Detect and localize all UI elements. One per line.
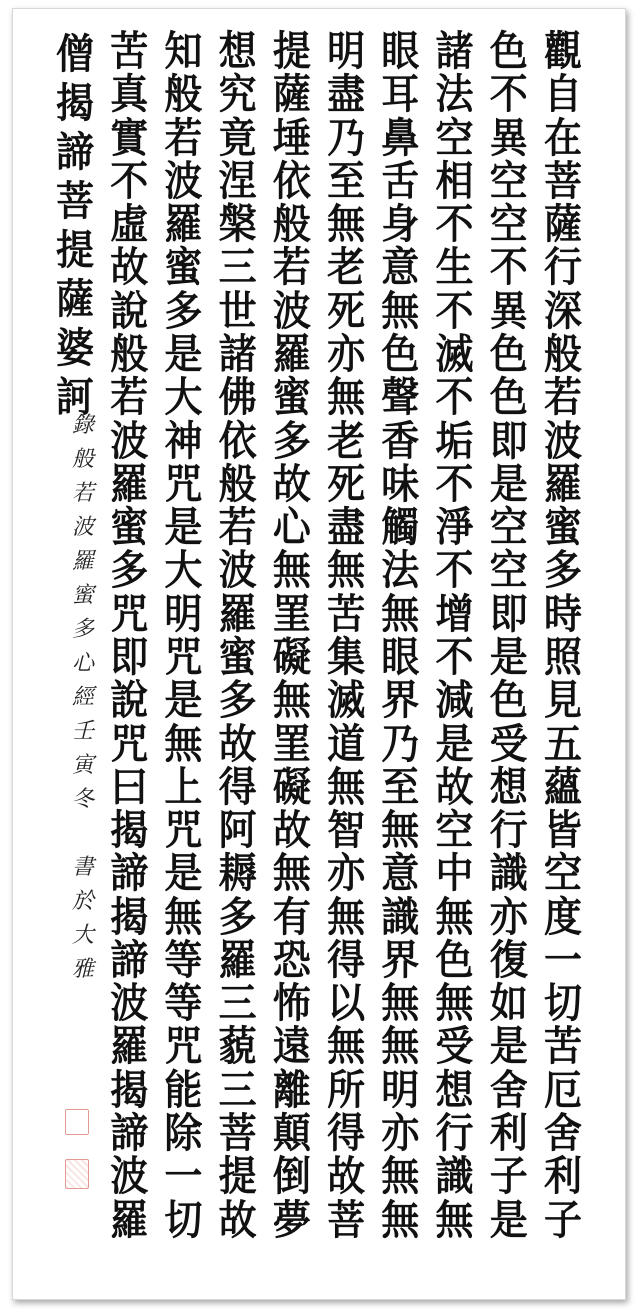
calligraphy-character: 空	[489, 155, 528, 205]
calligraphy-character: 亦	[489, 891, 528, 941]
calligraphy-character: 除	[164, 1107, 203, 1157]
calligraphy-character: 不	[435, 545, 474, 594]
calligraphy-character: 至	[381, 761, 420, 811]
calligraphy-character: 羅	[218, 588, 257, 638]
calligraphy-character: 揭	[55, 77, 94, 127]
calligraphy-character: 意	[381, 242, 420, 291]
calligraphy-character: 香	[381, 415, 420, 464]
calligraphy-character: 無	[381, 1021, 420, 1070]
calligraphy-character: 老	[327, 242, 366, 291]
calligraphy-character: 槃	[218, 198, 257, 248]
calligraphy-character: 是	[489, 1194, 528, 1243]
calligraphy-character: 不	[435, 458, 474, 508]
calligraphy-character: 是	[489, 1021, 528, 1070]
calligraphy-character: 色	[435, 934, 474, 984]
calligraphy-character: 子	[489, 1151, 528, 1200]
signature-character: 經	[71, 685, 94, 710]
seal-stamp-bottom	[65, 1159, 89, 1189]
calligraphy-character: 皆	[543, 804, 582, 854]
signature-character: 雅	[71, 957, 94, 982]
calligraphy-character: 諦	[55, 126, 94, 176]
signature-character: 般	[71, 447, 94, 472]
calligraphy-character: 故	[435, 761, 474, 811]
calligraphy-character: 不	[435, 198, 474, 248]
calligraphy-character: 般	[543, 328, 582, 378]
calligraphy-character: 即	[110, 631, 149, 681]
calligraphy-character: 菩	[55, 175, 94, 225]
calligraphy-character: 諸	[218, 328, 257, 378]
calligraphy-character: 無	[164, 891, 203, 941]
calligraphy-character: 無	[435, 891, 474, 941]
calligraphy-character: 三	[218, 977, 257, 1027]
calligraphy-character: 咒	[164, 458, 203, 508]
calligraphy-character: 一	[543, 934, 582, 984]
calligraphy-character: 識	[381, 891, 420, 941]
calligraphy-character: 度	[543, 891, 582, 941]
text-column-2	[483, 25, 535, 1243]
calligraphy-character: 滅	[327, 675, 366, 724]
calligraphy-character: 故	[272, 804, 311, 854]
calligraphy-character: 自	[543, 69, 582, 118]
calligraphy-character: 受	[489, 718, 528, 767]
calligraphy-character: 波	[110, 415, 149, 464]
calligraphy-character: 苦	[327, 588, 366, 638]
calligraphy-character: 無	[327, 1021, 366, 1070]
calligraphy-character: 咒	[164, 1021, 203, 1070]
calligraphy-character: 想	[489, 761, 528, 811]
calligraphy-character: 諦	[110, 934, 149, 984]
calligraphy-character: 所	[327, 1064, 366, 1114]
calligraphy-character: 亦	[381, 1107, 420, 1157]
signature-character: 寅	[71, 753, 94, 778]
signature-character: 大	[71, 923, 94, 948]
calligraphy-character: 般	[164, 69, 203, 118]
calligraphy-character: 行	[435, 1107, 474, 1157]
calligraphy-character: 羅	[110, 1021, 149, 1070]
calligraphy-character: 倒	[272, 1151, 311, 1200]
calligraphy-character: 異	[489, 112, 528, 161]
calligraphy-character: 時	[543, 588, 582, 638]
calligraphy-character: 垢	[435, 415, 474, 464]
calligraphy-character: 不	[435, 631, 474, 681]
calligraphy-character: 盡	[327, 501, 366, 551]
calligraphy-character: 故	[218, 718, 257, 767]
calligraphy-character: 減	[435, 675, 474, 724]
calligraphy-character: 色	[489, 25, 528, 75]
signature-character	[63, 817, 103, 851]
calligraphy-character: 無	[381, 977, 420, 1027]
text-column-6	[266, 25, 318, 1243]
calligraphy-character: 說	[110, 285, 149, 335]
calligraphy-character: 受	[435, 1021, 474, 1070]
signature-character: 書	[71, 855, 94, 880]
calligraphy-character: 是	[489, 458, 528, 508]
calligraphy-character: 無	[327, 545, 366, 594]
calligraphy-character: 故	[218, 1194, 257, 1243]
signature-character: 錄	[71, 413, 94, 438]
calligraphy-character: 羅	[543, 458, 582, 508]
calligraphy-character: 罣	[272, 718, 311, 767]
calligraphy-character: 是	[164, 328, 203, 378]
calligraphy-character: 不	[110, 155, 149, 205]
calligraphy-character: 是	[164, 675, 203, 724]
calligraphy-character: 菩	[327, 1194, 366, 1243]
calligraphy-character: 般	[218, 458, 257, 508]
calligraphy-character: 若	[543, 372, 582, 421]
calligraphy-character: 涅	[218, 155, 257, 205]
calligraphy-character: 得	[327, 934, 366, 984]
calligraphy-character: 得	[327, 1107, 366, 1157]
calligraphy-character: 若	[164, 112, 203, 161]
calligraphy-character: 蜜	[110, 501, 149, 551]
calligraphy-character: 上	[164, 761, 203, 811]
calligraphy-character: 揭	[110, 804, 149, 854]
calligraphy-character: 羅	[110, 1194, 149, 1243]
calligraphy-character: 空	[489, 198, 528, 248]
calligraphy-character: 無	[327, 891, 366, 941]
calligraphy-character: 苦	[543, 1021, 582, 1070]
calligraphy-character: 身	[381, 198, 420, 248]
calligraphy-character: 諦	[110, 1107, 149, 1157]
calligraphy-character: 無	[435, 1194, 474, 1243]
calligraphy-character: 亦	[327, 848, 366, 897]
calligraphy-character: 若	[218, 501, 257, 551]
calligraphy-character: 道	[327, 718, 366, 767]
calligraphy-character: 鼻	[381, 112, 420, 161]
signature-character: 冬	[71, 787, 94, 812]
calligraphy-character: 多	[543, 545, 582, 594]
calligraphy-character: 多	[218, 891, 257, 941]
calligraphy-character: 空	[543, 848, 582, 897]
calligraphy-character: 無	[435, 977, 474, 1027]
calligraphy-character: 藐	[218, 1021, 257, 1070]
text-column-9	[103, 25, 155, 1243]
calligraphy-character: 離	[272, 1064, 311, 1114]
calligraphy-character: 至	[327, 155, 366, 205]
calligraphy-character: 眼	[381, 25, 420, 75]
calligraphy-character: 空	[435, 804, 474, 854]
calligraphy-character: 故	[110, 242, 149, 291]
calligraphy-character: 色	[381, 328, 420, 378]
calligraphy-character: 菩	[543, 155, 582, 205]
calligraphy-character: 多	[164, 285, 203, 335]
calligraphy-character: 不	[435, 285, 474, 335]
calligraphy-character: 以	[327, 977, 366, 1027]
calligraphy-character: 礙	[272, 631, 311, 681]
calligraphy-character: 不	[489, 69, 528, 118]
calligraphy-character: 夢	[272, 1194, 311, 1243]
calligraphy-character: 是	[489, 631, 528, 681]
calligraphy-character: 行	[489, 804, 528, 854]
calligraphy-character: 埵	[272, 112, 311, 161]
heart-sutra-text	[49, 25, 589, 1243]
signature-character: 羅	[71, 549, 94, 574]
calligraphy-character: 中	[435, 848, 474, 897]
calligraphy-character: 不	[435, 372, 474, 421]
calligraphy-character: 蘊	[543, 761, 582, 811]
calligraphy-character: 死	[327, 458, 366, 508]
calligraphy-character: 多	[218, 675, 257, 724]
calligraphy-character: 無	[327, 372, 366, 421]
calligraphy-character: 故	[327, 1151, 366, 1200]
calligraphy-character: 是	[435, 718, 474, 767]
calligraphy-character: 不	[489, 242, 528, 291]
calligraphy-character: 依	[272, 155, 311, 205]
calligraphy-character: 是	[164, 501, 203, 551]
calligraphy-character: 神	[164, 415, 203, 464]
calligraphy-character: 明	[381, 1064, 420, 1114]
text-column-3	[429, 25, 481, 1243]
calligraphy-character: 咒	[110, 718, 149, 767]
calligraphy-character: 真	[110, 69, 149, 118]
calligraphy-character: 怖	[272, 977, 311, 1027]
calligraphy-character: 利	[489, 1107, 528, 1157]
calligraphy-character: 訶	[55, 371, 94, 421]
calligraphy-character: 盡	[327, 69, 366, 118]
calligraphy-character: 知	[164, 25, 203, 75]
calligraphy-character: 蜜	[164, 242, 203, 291]
calligraphy-character: 耨	[218, 848, 257, 897]
calligraphy-character: 等	[164, 977, 203, 1027]
calligraphy-character: 乃	[381, 718, 420, 767]
calligraphy-character: 佛	[218, 372, 257, 421]
calligraphy-character: 無	[381, 1151, 420, 1200]
calligraphy-character: 提	[218, 1151, 257, 1200]
calligraphy-character: 能	[164, 1064, 203, 1114]
calligraphy-character: 味	[381, 458, 420, 508]
calligraphy-character: 蜜	[272, 372, 311, 421]
calligraphy-character: 無	[272, 675, 311, 724]
calligraphy-character: 一	[164, 1151, 203, 1200]
signature-character: 心	[71, 651, 94, 676]
calligraphy-character: 無	[381, 285, 420, 335]
calligraphy-character: 究	[218, 69, 257, 118]
calligraphy-character: 有	[272, 891, 311, 941]
text-column-4	[374, 25, 426, 1243]
calligraphy-character: 空	[489, 501, 528, 551]
calligraphy-character: 深	[543, 285, 582, 335]
calligraphy-character: 界	[381, 675, 420, 724]
calligraphy-character: 諸	[435, 25, 474, 75]
signature-character: 若	[71, 481, 94, 506]
signature-character: 於	[71, 889, 94, 914]
calligraphy-character: 菩	[218, 1107, 257, 1157]
calligraphy-character: 異	[489, 285, 528, 335]
calligraphy-character: 揭	[110, 1064, 149, 1114]
calligraphy-character: 說	[110, 675, 149, 724]
calligraphy-character: 切	[543, 977, 582, 1027]
calligraphy-character: 利	[543, 1151, 582, 1200]
calligraphy-character: 世	[218, 285, 257, 335]
calligraphy-character: 增	[435, 588, 474, 638]
calligraphy-character: 法	[435, 69, 474, 118]
calligraphy-character: 咒	[110, 588, 149, 638]
text-column-7	[212, 25, 264, 1243]
calligraphy-character: 波	[543, 415, 582, 464]
calligraphy-character: 相	[435, 155, 474, 205]
calligraphy-character: 蜜	[218, 631, 257, 681]
text-column-5	[320, 25, 372, 1243]
text-column-1	[537, 25, 589, 1243]
calligraphy-character: 照	[543, 631, 582, 681]
calligraphy-character: 色	[489, 675, 528, 724]
calligraphy-character: 羅	[110, 458, 149, 508]
calligraphy-character: 無	[381, 588, 420, 638]
seal-stamp-top	[65, 1109, 89, 1135]
calligraphy-character: 薩	[543, 198, 582, 248]
calligraphy-character: 虛	[110, 198, 149, 248]
calligraphy-character: 色	[489, 328, 528, 378]
calligraphy-character: 死	[327, 285, 366, 335]
calligraphy-character: 耳	[381, 69, 420, 118]
calligraphy-character: 聲	[381, 372, 420, 421]
calligraphy-character: 竟	[218, 112, 257, 161]
calligraphy-character: 在	[543, 112, 582, 161]
calligraphy-character: 三	[218, 242, 257, 291]
calligraphy-character: 心	[272, 501, 311, 551]
calligraphy-character: 無	[164, 718, 203, 767]
calligraphy-character: 顛	[272, 1107, 311, 1157]
calligraphy-character: 無	[272, 545, 311, 594]
calligraphy-character: 空	[435, 112, 474, 161]
calligraphy-character: 無	[327, 198, 366, 248]
calligraphy-character: 空	[489, 545, 528, 594]
calligraphy-character: 識	[435, 1151, 474, 1200]
calligraphy-character: 遠	[272, 1021, 311, 1070]
calligraphy-character: 大	[164, 372, 203, 421]
calligraphy-character: 般	[110, 328, 149, 378]
calligraphy-character: 如	[489, 977, 528, 1027]
calligraphy-character: 厄	[543, 1064, 582, 1114]
calligraphy-character: 舍	[489, 1064, 528, 1114]
calligraphy-character: 多	[110, 545, 149, 594]
calligraphy-character: 生	[435, 242, 474, 291]
calligraphy-character: 無	[381, 1194, 420, 1243]
calligraphy-character: 波	[110, 1151, 149, 1200]
calligraphy-character: 老	[327, 415, 366, 464]
calligraphy-character: 明	[164, 588, 203, 638]
calligraphy-character: 智	[327, 804, 366, 854]
calligraphy-character: 苦	[110, 25, 149, 75]
calligraphy-character: 得	[218, 761, 257, 811]
calligraphy-character: 識	[489, 848, 528, 897]
calligraphy-character: 復	[489, 934, 528, 984]
calligraphy-character: 無	[327, 761, 366, 811]
calligraphy-character: 咒	[164, 804, 203, 854]
calligraphy-character: 恐	[272, 934, 311, 984]
calligraphy-character: 羅	[164, 198, 203, 248]
signature-inscription	[61, 409, 105, 1109]
calligraphy-scroll	[12, 8, 626, 1300]
calligraphy-character: 提	[272, 25, 311, 75]
calligraphy-character: 五	[543, 718, 582, 767]
calligraphy-character: 般	[272, 198, 311, 248]
calligraphy-character: 法	[381, 545, 420, 594]
calligraphy-character: 淨	[435, 501, 474, 551]
calligraphy-character: 等	[164, 934, 203, 984]
calligraphy-character: 集	[327, 631, 366, 681]
calligraphy-character: 舍	[543, 1107, 582, 1157]
calligraphy-character: 想	[435, 1064, 474, 1114]
calligraphy-character: 若	[272, 242, 311, 291]
calligraphy-character: 諦	[110, 848, 149, 897]
calligraphy-character: 色	[489, 372, 528, 421]
calligraphy-character: 故	[272, 458, 311, 508]
calligraphy-character: 意	[381, 848, 420, 897]
calligraphy-character: 提	[55, 224, 94, 274]
calligraphy-character: 咒	[164, 631, 203, 681]
calligraphy-character: 界	[381, 934, 420, 984]
signature-character: 蜜	[71, 583, 94, 608]
calligraphy-character: 觀	[543, 25, 582, 75]
calligraphy-character: 羅	[272, 328, 311, 378]
calligraphy-character: 薩	[272, 69, 311, 118]
calligraphy-character: 波	[272, 285, 311, 335]
calligraphy-character: 蜜	[543, 501, 582, 551]
calligraphy-character: 無	[381, 804, 420, 854]
calligraphy-character: 大	[164, 545, 203, 594]
calligraphy-character: 三	[218, 1064, 257, 1114]
calligraphy-character: 波	[164, 155, 203, 205]
calligraphy-character: 舌	[381, 155, 420, 205]
calligraphy-character: 波	[218, 545, 257, 594]
calligraphy-character: 實	[110, 112, 149, 161]
calligraphy-character: 波	[110, 977, 149, 1027]
calligraphy-character: 若	[110, 372, 149, 421]
calligraphy-character: 明	[327, 25, 366, 75]
calligraphy-character: 曰	[110, 761, 149, 811]
calligraphy-character: 子	[543, 1194, 582, 1243]
calligraphy-character: 切	[164, 1194, 203, 1243]
calligraphy-character: 眼	[381, 631, 420, 681]
text-column-8	[157, 25, 209, 1243]
signature-character: 多	[71, 617, 94, 642]
calligraphy-character: 婆	[55, 322, 94, 372]
calligraphy-character: 礙	[272, 761, 311, 811]
calligraphy-character: 揭	[110, 891, 149, 941]
calligraphy-character: 乃	[327, 112, 366, 161]
calligraphy-character: 即	[489, 415, 528, 464]
calligraphy-character: 羅	[218, 934, 257, 984]
calligraphy-character: 亦	[327, 328, 366, 378]
calligraphy-character: 即	[489, 588, 528, 638]
calligraphy-character: 想	[218, 25, 257, 75]
calligraphy-character: 見	[543, 675, 582, 724]
calligraphy-character: 滅	[435, 328, 474, 378]
calligraphy-character: 罣	[272, 588, 311, 638]
calligraphy-character: 依	[218, 415, 257, 464]
calligraphy-character: 多	[272, 415, 311, 464]
calligraphy-character: 薩	[55, 273, 94, 323]
calligraphy-character: 觸	[381, 501, 420, 551]
signature-character: 壬	[71, 719, 94, 744]
calligraphy-character: 無	[272, 848, 311, 897]
calligraphy-character: 僧	[55, 28, 94, 78]
calligraphy-character: 是	[164, 848, 203, 897]
calligraphy-character: 阿	[218, 804, 257, 854]
calligraphy-character: 行	[543, 242, 582, 291]
signature-character: 波	[71, 515, 94, 540]
